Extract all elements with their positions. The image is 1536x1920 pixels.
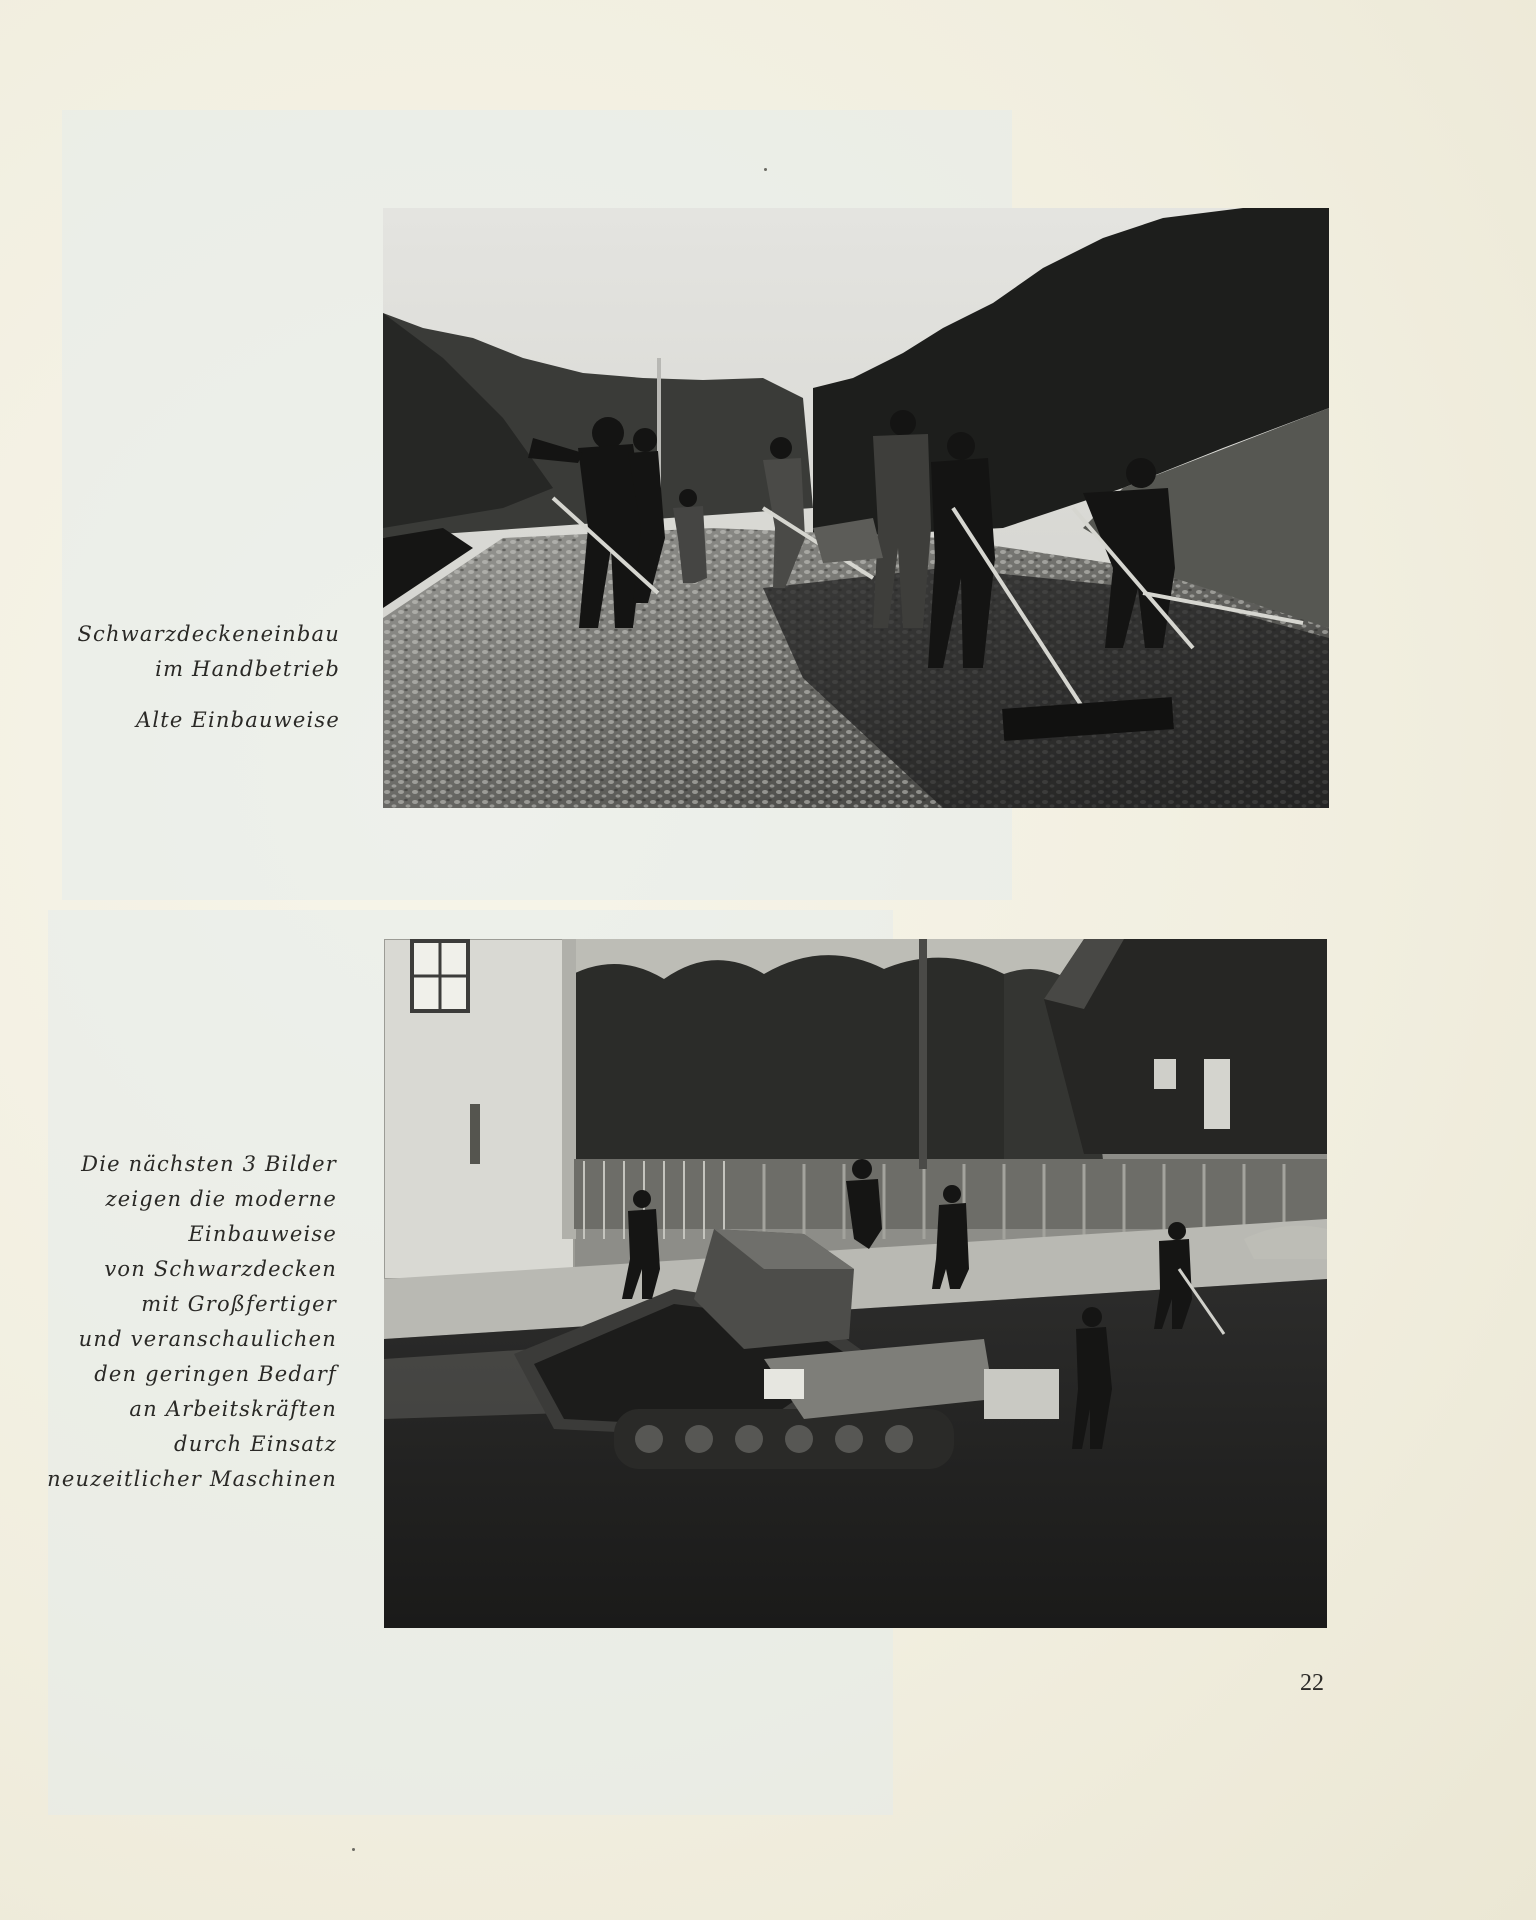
caption-bottom-line: von Schwarzdecken	[104, 1257, 337, 1281]
caption-bottom-line: den geringen Bedarf	[94, 1362, 337, 1386]
photo-paving-machine	[384, 939, 1327, 1628]
caption-top-line: Alte Einbauweise	[135, 708, 340, 732]
caption-top	[0, 617, 340, 738]
caption-bottom-line: Einbauweise	[188, 1222, 337, 1246]
caption-top-line: Schwarzdeckeneinbau	[77, 622, 340, 646]
page-number: 22	[1300, 1670, 1324, 1696]
caption-bottom-line: und veranschaulichen	[78, 1327, 337, 1351]
caption-bottom-line: Die nächsten 3 Bilder	[81, 1152, 337, 1176]
caption-bottom-line: neuzeitlicher Maschinen	[47, 1467, 337, 1491]
caption-bottom-line: zeigen die moderne	[105, 1187, 337, 1211]
caption-bottom-line: an Arbeitskräften	[129, 1397, 337, 1421]
caption-bottom	[17, 1147, 337, 1497]
scan-speck	[764, 168, 767, 171]
caption-bottom-line: mit Großfertiger	[141, 1292, 337, 1316]
caption-bottom-line: durch Einsatz	[174, 1432, 337, 1456]
photo-manual-paving	[383, 208, 1329, 808]
caption-top-line: im Handbetrieb	[155, 657, 340, 681]
scan-speck	[352, 1848, 355, 1851]
